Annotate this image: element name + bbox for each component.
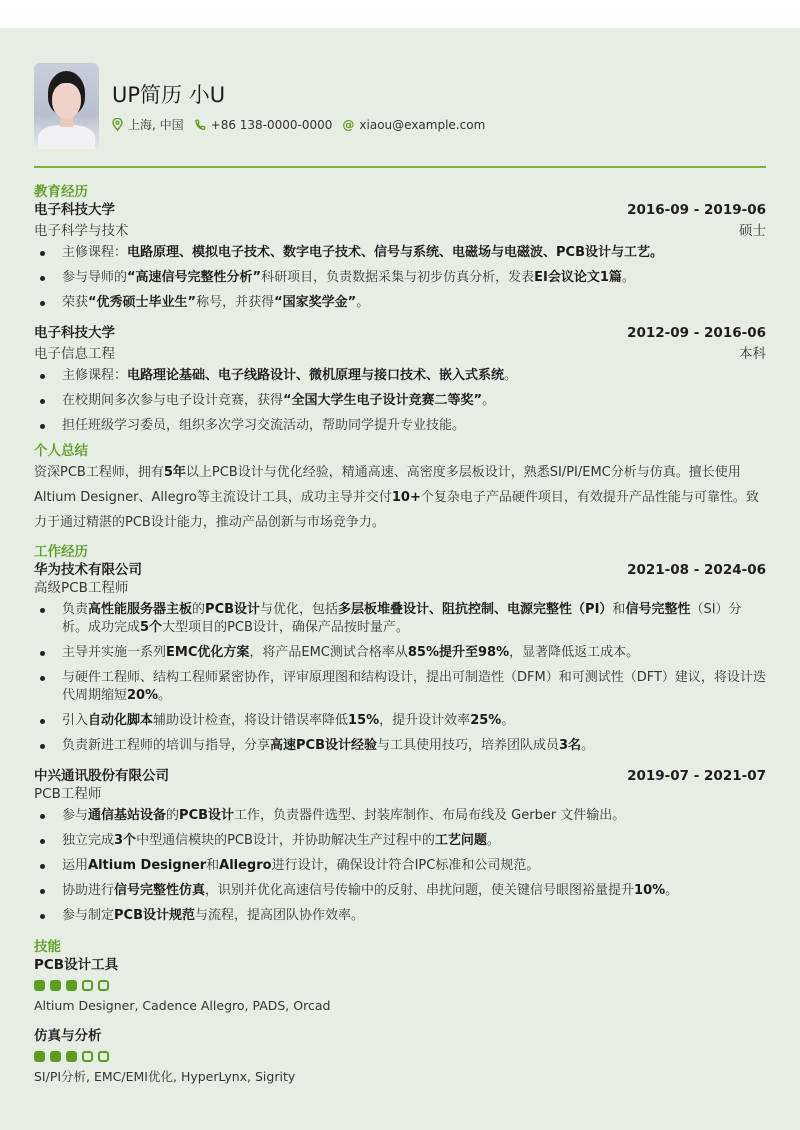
bullet-list (34, 244, 766, 312)
school-name: 电子科技大学 (34, 202, 115, 218)
avatar (34, 63, 99, 149)
header-divider (34, 166, 766, 168)
bullet-item: 主修课程：电路原理、模拟电子技术、数字电子技术、信号与系统、电磁场与电磁波、PCB设计与工艺。 (34, 244, 766, 262)
work-entry (34, 767, 766, 925)
section-title: 技能 (34, 939, 61, 955)
date-range: 2012-09 - 2016-06 (627, 325, 766, 341)
bullet-list (34, 367, 766, 435)
summary-text: 资深PCB工程师，拥有5年以上PCB设计与优化经验，精通高速、高密度多层板设计，熟悉SI/PI/EMC分析与仿真。擅长使用Altium Designer、Allegro等主流设计工具，成功主导并交付10+个复杂电子产品硬件项目，有效提升产品性能与可靠性。致力于通过精湛的PCB设计能力，推动产品创新与市场竞争力。 (34, 465, 759, 530)
email-text: xiaou@example.com (359, 117, 486, 132)
bullet-item: 参与导师的“高速信号完整性分析”科研项目，负责数据采集与初步仿真分析，发表EI会议论文1篇。 (34, 269, 766, 287)
bullet-item: 担任班级学习委员，组织多次学习交流活动，帮助同学提升专业技能。 (34, 417, 766, 435)
filled-dot-icon (50, 980, 61, 991)
bullet-list (34, 807, 766, 925)
date-range: 2016-09 - 2019-06 (627, 202, 766, 218)
skill-description: SI/PI分析, EMC/EMI优化, HyperLynx, Sigrity (34, 1069, 296, 1084)
empty-dot-icon (82, 980, 93, 991)
empty-dot-icon (98, 980, 109, 991)
bullet-item: 协助进行信号完整性仿真，识别并优化高速信号传输中的反射、串扰问题，使关键信号眼图裕量提升10%。 (34, 882, 766, 900)
major: 电子信息工程 (34, 346, 115, 362)
empty-dot-icon (98, 1051, 109, 1062)
bullet-item: 荣获“优秀硕士毕业生”称号，并获得“国家奖学金”。 (34, 294, 766, 312)
contact-row (112, 116, 495, 133)
skill-name: 仿真与分析 (34, 1028, 102, 1044)
section-title: 个人总结 (34, 443, 88, 459)
bullet-list (34, 601, 766, 755)
company-name: 中兴通讯股份有限公司 (34, 768, 169, 784)
bullet-item: 主修课程：电路理论基础、电子线路设计、微机原理与接口技术、嵌入式系统。 (34, 367, 766, 385)
location-text: 上海, 中国 (128, 118, 184, 132)
skill-entry (34, 956, 766, 1015)
filled-dot-icon (50, 1051, 61, 1062)
bullet-item: 负责新进工程师的培训与指导，分享高速PCB设计经验与工具使用技巧，培养团队成员3名。 (34, 737, 766, 755)
top-margin (0, 0, 800, 28)
education-entry (34, 201, 766, 312)
summary-section (34, 442, 766, 535)
skill-description: Altium Designer, Cadence Allegro, PADS, Orcad (34, 998, 331, 1013)
work-entry (34, 561, 766, 755)
degree: 本科 (739, 346, 766, 362)
education-section (34, 183, 766, 435)
education-entry (34, 324, 766, 435)
bullet-item: 参与通信基站设备的PCB设计工作，负责器件选型、封装库制作、布局布线及 Gerber 文件输出。 (34, 807, 766, 825)
filled-dot-icon (66, 980, 77, 991)
phone-icon (194, 119, 206, 131)
job-title: 高级PCB工程师 (34, 580, 129, 596)
school-name: 电子科技大学 (34, 325, 115, 341)
skill-level-rating (34, 980, 766, 991)
company-name: 华为技术有限公司 (34, 562, 142, 578)
bullet-item: 引入自动化脚本辅助设计检查，将设计错误率降低15%，提升设计效率25%。 (34, 712, 766, 730)
section-title: 工作经历 (34, 544, 88, 560)
job-title: PCB工程师 (34, 786, 102, 802)
bullet-item: 运用Altium Designer和Allegro进行设计，确保设计符合IPC标准和公司规范。 (34, 857, 766, 875)
filled-dot-icon (34, 980, 45, 991)
bullet-item: 负责高性能服务器主板的PCB设计与优化，包括多层板堆叠设计、阻抗控制、电源完整性（PI）和信号完整性（SI）分析。成功完成5个大型项目的PCB设计，确保产品按时量产。 (34, 601, 766, 637)
section-title: 教育经历 (34, 184, 88, 200)
bullet-item: 参与制定PCB设计规范与流程，提高团队协作效率。 (34, 907, 766, 925)
skill-level-rating (34, 1051, 766, 1062)
major: 电子科学与技术 (34, 223, 129, 239)
empty-dot-icon (82, 1051, 93, 1062)
filled-dot-icon (34, 1051, 45, 1062)
resume-page (0, 28, 800, 1130)
skills-section (34, 938, 766, 1086)
location-pin-icon (112, 118, 123, 131)
date-range: 2019-07 - 2021-07 (627, 768, 766, 784)
bullet-item: 主导并实施一系列EMC优化方案，将产品EMC测试合格率从85%提升至98%，显著降低返工成本。 (34, 644, 766, 662)
bullet-item: 在校期间多次参与电子设计竞赛，获得“全国大学生电子设计竞赛二等奖”。 (34, 392, 766, 410)
skill-entry (34, 1027, 766, 1086)
date-range: 2021-08 - 2024-06 (627, 562, 766, 578)
bullet-item: 与硬件工程师、结构工程师紧密协作，评审原理图和结构设计，提出可制造性（DFM）和可测试性（DFT）建议，将设计迭代周期缩短20%。 (34, 669, 766, 705)
at-icon: @ (342, 117, 355, 132)
work-section (34, 543, 766, 925)
resume-header (34, 62, 766, 150)
candidate-name: UP简历 小U (112, 83, 226, 107)
degree: 硕士 (739, 223, 766, 239)
bullet-item: 独立完成3个中型通信模块的PCB设计，并协助解决生产过程中的工艺问题。 (34, 832, 766, 850)
filled-dot-icon (66, 1051, 77, 1062)
phone-text: +86 138-0000-0000 (210, 117, 333, 132)
skill-name: PCB设计工具 (34, 957, 119, 973)
